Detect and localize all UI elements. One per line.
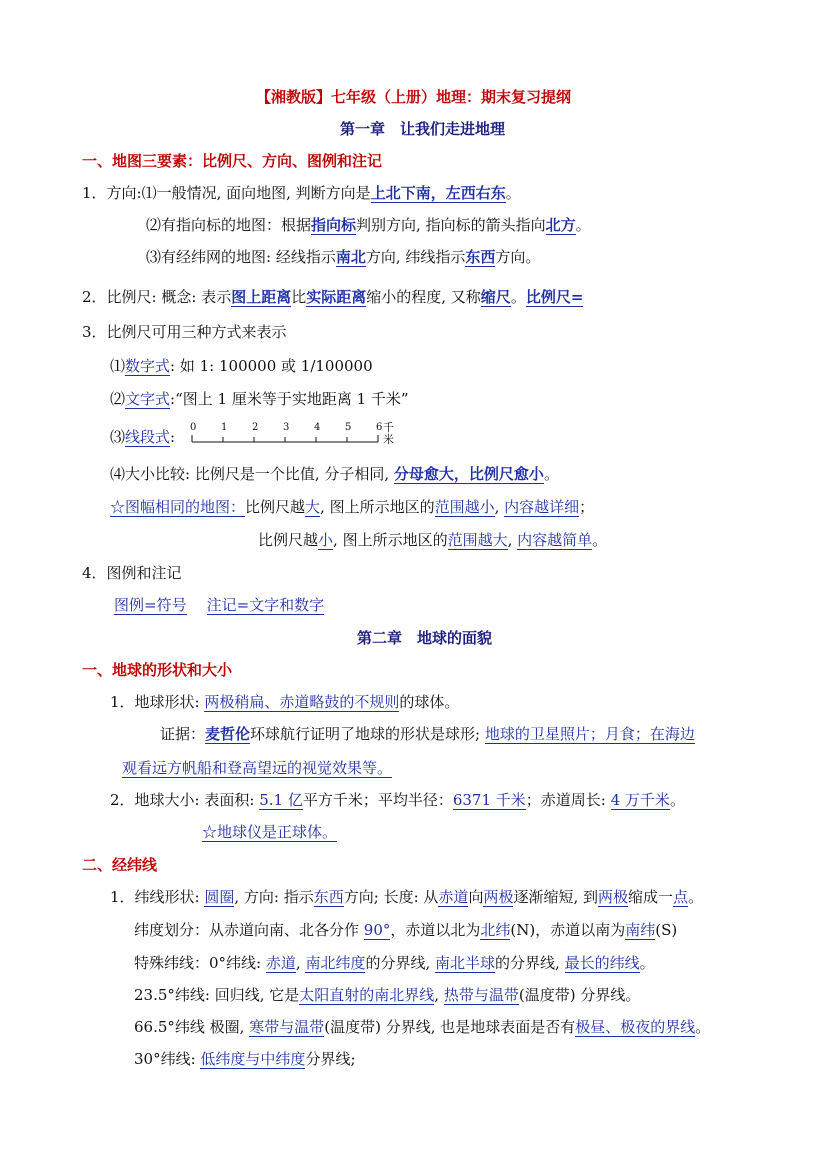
keyword: 两极: [598, 888, 629, 906]
text: 66.5°纬线 极圈,: [134, 1018, 250, 1036]
keyword: 地球的卫星照片；月食；在海边: [484, 725, 695, 743]
keyword: 圆圈: [204, 888, 235, 906]
item-number: 1．: [82, 184, 107, 202]
text: 的分界线,: [365, 954, 435, 972]
text: : 如 1: 100000 或 1/100000: [170, 357, 373, 375]
text: 的球体。: [399, 693, 460, 711]
text: 30°纬线:: [134, 1050, 201, 1068]
text: :“图上 1 厘米等于实地距离 1 千米”: [170, 390, 409, 408]
text: 方向; 长度: 从: [343, 888, 439, 906]
section-earth-shape: 一、地球的形状和大小: [82, 661, 233, 679]
keyword: 东西: [313, 888, 344, 906]
tick-label: 4: [314, 422, 321, 433]
tick-label: 0: [190, 422, 197, 433]
text: 判别方向, 指向标的箭头指向: [356, 216, 546, 234]
text: (温度带) 分界线。: [518, 986, 641, 1004]
keyword: 寒带与温带: [249, 1018, 325, 1036]
text: 。: [575, 216, 591, 234]
keyword: 数字式: [125, 357, 171, 375]
keyword: 赤道: [438, 888, 469, 906]
keyword: 5.1 亿: [259, 791, 303, 809]
keyword: 低纬度与中纬度: [200, 1050, 306, 1068]
item-number: 1．: [110, 693, 135, 711]
text: ,: [434, 986, 444, 1004]
star-note: ☆图幅相同的地图：: [110, 498, 246, 516]
earth-size-line: [110, 790, 685, 810]
text: 。: [505, 184, 521, 202]
text: 图例和注记: [106, 564, 182, 582]
text: 缩成一: [628, 888, 674, 906]
text: 方向。: [495, 248, 541, 266]
keyword: 北方: [545, 216, 576, 234]
keyword: 极昼、极夜的界线: [575, 1018, 696, 1036]
text: 大小比较: 比例尺是一个比值, 分子相同,: [125, 465, 394, 483]
text: ；: [579, 498, 595, 516]
text: ,: [494, 498, 505, 516]
text: ,: [507, 531, 518, 549]
text: 逐渐缩短, 到: [513, 888, 599, 906]
tick-label: 6: [376, 422, 383, 433]
keyword: 最长的纬线: [564, 954, 640, 972]
text: 。: [669, 791, 685, 809]
keyword: 范围越小: [434, 498, 495, 516]
text: , 图上所示地区的: [320, 498, 435, 516]
keyword: 小: [318, 531, 334, 549]
keyword: 线段式: [125, 428, 171, 446]
keyword: 4 万千米: [610, 791, 670, 809]
tick-label: 5: [345, 422, 352, 433]
special-latitude-30: [134, 1049, 356, 1069]
line-scale-bar: [190, 422, 400, 446]
scale-definition: [82, 287, 583, 307]
text: :: [170, 428, 176, 446]
special-latitude-tropic: [134, 985, 640, 1005]
keyword: 内容越简单: [517, 531, 593, 549]
text: ,: [295, 954, 306, 972]
earth-shape-evidence: [160, 724, 695, 744]
item-number: 2．: [110, 791, 135, 809]
keyword: 太阳直射的南北界线: [299, 986, 435, 1004]
keyword: 实际距离: [306, 288, 367, 306]
text: , 图上所示地区的: [333, 531, 448, 549]
text: 23.5°纬线: 回归线, 它是: [134, 986, 300, 1004]
text: 。: [688, 888, 704, 906]
keyword: 点: [673, 888, 689, 906]
item-label: ⑶: [110, 428, 126, 446]
star-note: ☆地球仪是正球体。: [202, 823, 338, 841]
scale-forms-heading: [82, 322, 287, 342]
latitude-shape-line: [110, 887, 703, 907]
text: 方向:⑴一般情况, 面向地图, 判断方向是: [106, 184, 371, 202]
text: , 方向: 指示: [234, 888, 314, 906]
text: 证据：: [160, 725, 206, 743]
keyword: 图上距离: [231, 288, 292, 306]
text: 。: [639, 954, 655, 972]
item-label: ⑷: [110, 465, 126, 483]
keyword: 6371 千米: [452, 791, 526, 809]
keyword: 东西: [465, 248, 496, 266]
item-number: 3．: [82, 323, 107, 341]
text: 方向, 纬线指示: [365, 248, 466, 266]
chapter-1-heading: 第一章 让我们走进地理: [340, 120, 506, 138]
text: 。: [543, 465, 559, 483]
keyword: 范围越大: [447, 531, 508, 549]
keyword: 观看远方帆船和登高望远的视觉效果等。: [122, 759, 393, 777]
item-number: 4．: [82, 564, 107, 582]
tick-label: 2: [252, 422, 259, 433]
item-label: ⑴: [110, 357, 126, 375]
text: 比例尺可用三种方式来表示: [106, 323, 287, 341]
scale-rule-2: [258, 530, 607, 550]
earth-shape-line: [110, 692, 459, 712]
keyword: 图例=符号: [114, 596, 187, 614]
text: (S): [655, 921, 678, 939]
text: 比例尺越: [245, 498, 306, 516]
text: 分界线;: [305, 1050, 356, 1068]
text: 比例尺越: [258, 531, 319, 549]
direction-line-2: [146, 215, 591, 235]
keyword: 热带与温带: [443, 986, 519, 1004]
text: ⑵有指向标的地图：根据: [146, 216, 312, 234]
scale-comparison: [110, 464, 559, 484]
chapter-2-heading: 第二章 地球的面貌: [357, 629, 493, 647]
item-label: ⑵: [110, 390, 126, 408]
text: 。: [510, 288, 526, 306]
keyword: 麦哲伦: [205, 725, 251, 743]
section-latitude-longitude: 二、经纬线: [82, 856, 158, 874]
keyword: 文字式: [125, 390, 171, 408]
item-number: 1．: [110, 888, 135, 906]
tick-label: 1: [221, 422, 228, 433]
keyword: 缩尺: [480, 288, 511, 306]
scale-rule-1: [110, 497, 594, 517]
text: 纬线形状:: [134, 888, 205, 906]
keyword: 两极稍扁、赤道略鼓的不规则: [204, 693, 400, 711]
text: 缩小的程度, 又称: [366, 288, 481, 306]
text: ，赤道以北为: [390, 921, 481, 939]
text: ；赤道周长:: [525, 791, 611, 809]
scale-form-line: [110, 427, 175, 447]
text: 。: [695, 1018, 711, 1036]
keyword: 上北下南，左西右东: [370, 184, 506, 202]
keyword: 内容越详细: [504, 498, 580, 516]
keyword: 大: [305, 498, 321, 516]
direction-line-3: [146, 247, 540, 267]
keyword: 注记=文字和数字: [206, 596, 325, 614]
scale-form-text: [110, 389, 409, 409]
text: 向: [468, 888, 484, 906]
item-number: 2．: [82, 288, 107, 306]
scale-form-numeric: [110, 356, 373, 376]
keyword: 分母愈大，比例尺愈小: [393, 465, 544, 483]
legend-heading: [82, 563, 182, 583]
latitude-division-line: [134, 920, 677, 940]
keyword: 指向标: [311, 216, 357, 234]
section-map-elements: 一、地图三要素：比例尺、方向、图例和注记: [82, 152, 383, 170]
tick-label: 3: [283, 422, 290, 433]
text: 的分界线,: [495, 954, 565, 972]
text: 比: [291, 288, 307, 306]
globe-note: [202, 822, 337, 842]
text: 地球大小: 表面积:: [134, 791, 260, 809]
text: (温度带) 分界线, 也是地球表面是否有: [324, 1018, 576, 1036]
keyword: 比例尺=: [525, 288, 584, 306]
special-latitude-polar: [134, 1017, 710, 1037]
direction-line-1: [82, 183, 521, 203]
keyword: 两极: [483, 888, 514, 906]
keyword: 南北纬度: [305, 954, 366, 972]
special-latitude-equator: [134, 953, 655, 973]
keyword: 赤道: [265, 954, 296, 972]
text: 比例尺: 概念: 表示: [106, 288, 232, 306]
keyword: 南北半球: [435, 954, 496, 972]
earth-shape-evidence-cont: [122, 758, 392, 778]
page-title: 【湘教版】七年级（上册）地理：期末复习提纲: [256, 88, 572, 106]
keyword: 南纬: [625, 921, 656, 939]
text: 平方千米；平均半径：: [302, 791, 453, 809]
text: 地球形状:: [134, 693, 205, 711]
scale-unit: 千米: [383, 421, 394, 446]
text: 特殊纬线：0°纬线:: [134, 954, 266, 972]
keyword: 北纬: [480, 921, 511, 939]
text: 。: [592, 531, 608, 549]
keyword: 南北: [335, 248, 366, 266]
text: 纬度划分：从赤道向南、北各分作: [134, 921, 364, 939]
text: (N)，赤道以南为: [510, 921, 626, 939]
text: 环球航行证明了地球的形状是球形;: [250, 725, 485, 743]
keyword: 90°: [363, 921, 391, 939]
legend-definitions: [114, 595, 324, 615]
text: ⑶有经纬网的地图: 经线指示: [146, 248, 336, 266]
